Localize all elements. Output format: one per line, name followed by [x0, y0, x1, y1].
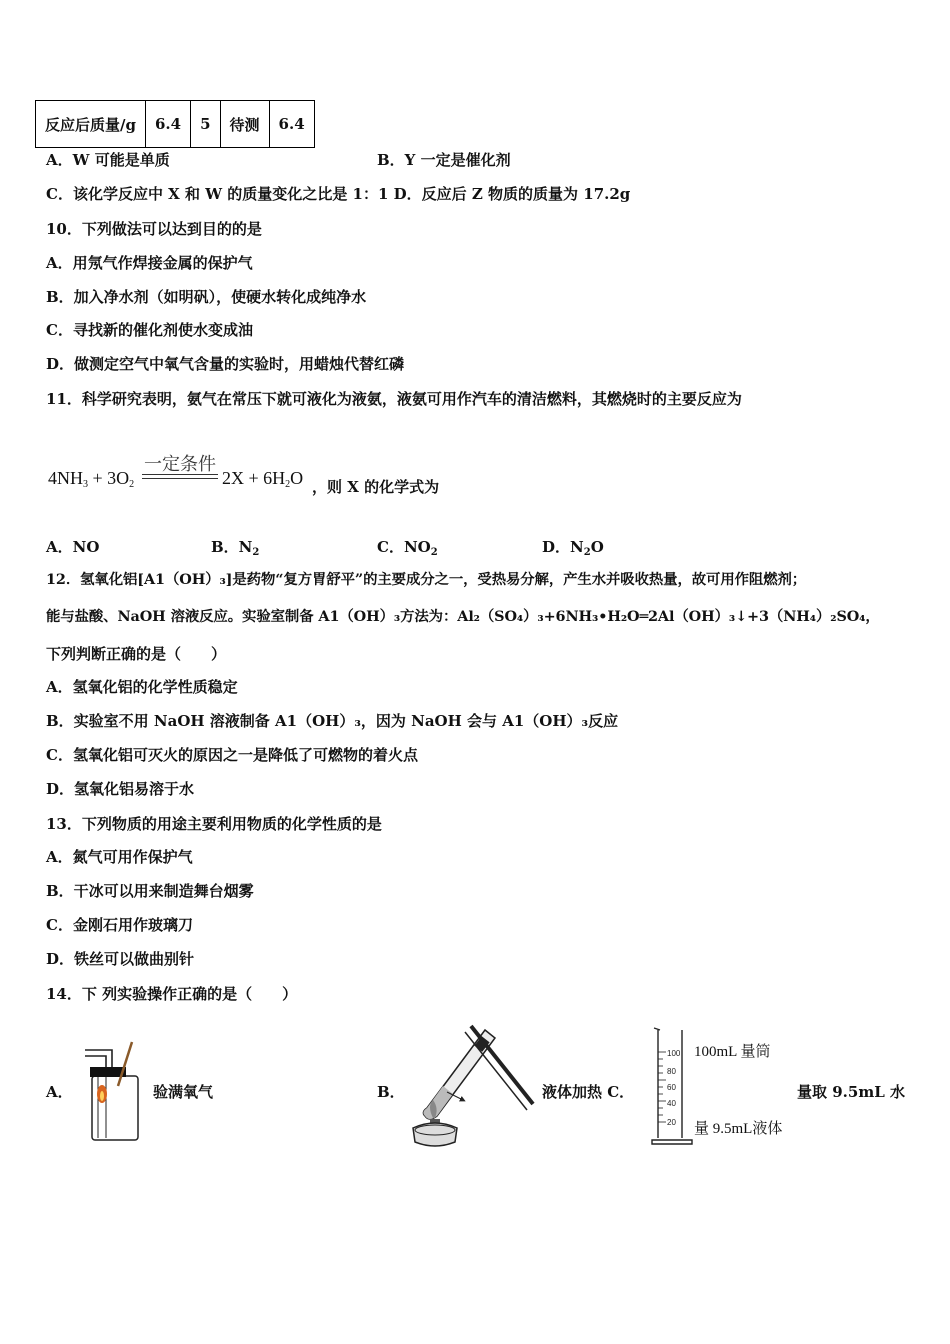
q10-option-a: A．用氖气作焊接金属的保护气: [46, 254, 253, 272]
table-cell: 6.4: [145, 101, 190, 148]
q14-option-b-label: B．: [377, 1083, 405, 1101]
cylinder-tick-label: 100: [667, 1049, 681, 1058]
q14-option-c-caption: 量取 9.5mL 水: [797, 1083, 905, 1101]
reaction-condition: 一定条件: [144, 454, 216, 474]
table-cell: 5: [191, 101, 220, 148]
q9-option-a: A．W 可能是单质: [46, 151, 170, 169]
equation-products: $2X + 6H_2O$: [222, 468, 304, 490]
q14-stem: 14．下 列实验操作正确的是（ ）: [46, 985, 298, 1003]
table-row-label: 反应后质量/g: [36, 101, 146, 148]
gas-bottle-icon: [92, 1076, 138, 1140]
cylinder-tick-label: 60: [667, 1083, 676, 1092]
q12-option-a: A．氢氧化铝的化学性质稳定: [46, 678, 238, 696]
gas-bottle-figure: [78, 1038, 148, 1146]
q12-line-3: 下列判断正确的是（ ）: [46, 645, 227, 663]
reaction-equation: [48, 452, 468, 502]
equation-reactants: $4NH_3 + 3O_2$: [48, 468, 135, 490]
cylinder-tick-label: 40: [667, 1099, 676, 1108]
q11-option-c: C．$NO_2$: [377, 538, 438, 558]
liquid-icon: [423, 1086, 453, 1119]
q9-option-cd: C．该化学反应中 X 和 W 的质量变化之比是 1：1 D．反应后 Z 物质的质量为 17.2g: [46, 185, 631, 203]
q12-line-1: 12．氢氧化铝[A1（OH）₃]是药物“复方胃舒平”的主要成分之一，受热易分解，产生水并吸收热量，故可用作阻燃剂；: [46, 571, 807, 588]
q13-option-c: C．金刚石用作玻璃刀: [46, 916, 193, 934]
q10-option-d: D．做测定空气中氧气含量的实验时，用蜡烛代替红磷: [46, 355, 405, 373]
q11-option-d: D．$N_2O$: [542, 538, 604, 558]
q12-option-b: B．实验室不用 NaOH 溶液制备 A1（OH）₃，因为 NaOH 会与 A1（OH）₃反应: [46, 712, 619, 730]
q11-option-b: B．$N_2$: [211, 538, 260, 558]
graduated-cylinder-figure: [650, 1026, 696, 1148]
cylinder-title: 100mL 量筒: [694, 1044, 771, 1060]
cylinder-tick-label: 20: [667, 1118, 676, 1127]
q13-option-a: A．氮气可用作保护气: [46, 848, 193, 866]
wooden-splint-icon: [118, 1042, 132, 1086]
q13-stem: 13．下列物质的用途主要利用物质的化学性质的是: [46, 815, 382, 833]
q10-option-b: B．加入净水剂（如明矾），使硬水转化成纯净水: [46, 288, 367, 306]
table-row: [36, 101, 315, 148]
q12-option-c: C．氢氧化铝可灭火的原因之一是降低了可燃物的着火点: [46, 746, 418, 764]
table-cell: 6.4: [269, 101, 314, 148]
equation-question: ，则 X 的化学式为: [312, 478, 440, 496]
q12-line-2: 能与盐酸、NaOH 溶液反应。实验室制备 A1（OH）₃方法为：Al₂（SO₄）₃+6NH₃•H₂O═2Al（OH）₃↓+3（NH₄）₂SO₄，: [46, 608, 880, 625]
q10-option-c: C．寻找新的催化剂使水变成油: [46, 321, 253, 339]
cylinder-bottom-label: 量 9.5mL液体: [694, 1121, 783, 1137]
heating-figure: [405, 1018, 540, 1148]
equals-line-top: [142, 474, 218, 475]
cylinder-tick-label: 80: [667, 1067, 676, 1076]
mass-table: [35, 100, 315, 148]
equals-line-bottom: [142, 478, 218, 479]
q14-option-a-label: A．: [46, 1083, 73, 1101]
q14-option-b-caption: 液体加热 C．: [542, 1083, 635, 1101]
q14-option-a-caption: 验满氧气: [153, 1083, 214, 1101]
q10-stem: 10．下列做法可以达到目的的是: [46, 220, 262, 238]
test-tube-holder-icon: [471, 1026, 533, 1104]
q11-option-a: A．NO: [46, 538, 100, 556]
q12-option-d: D．氢氧化铝易溶于水: [46, 780, 195, 798]
table-cell: 待测: [220, 101, 269, 148]
q13-option-b: B．干冰可以用来制造舞台烟雾: [46, 882, 254, 900]
q9-option-b: B．Y 一定是催化剂: [377, 151, 511, 169]
q13-option-d: D．铁丝可以做曲别针: [46, 950, 195, 968]
glass-tube-icon: [85, 1050, 112, 1068]
q11-stem: 11．科学研究表明，氨气在常压下就可液化为液氨，液氨可用作汽车的清洁燃料，其燃烧时的主要反应为: [46, 390, 742, 408]
